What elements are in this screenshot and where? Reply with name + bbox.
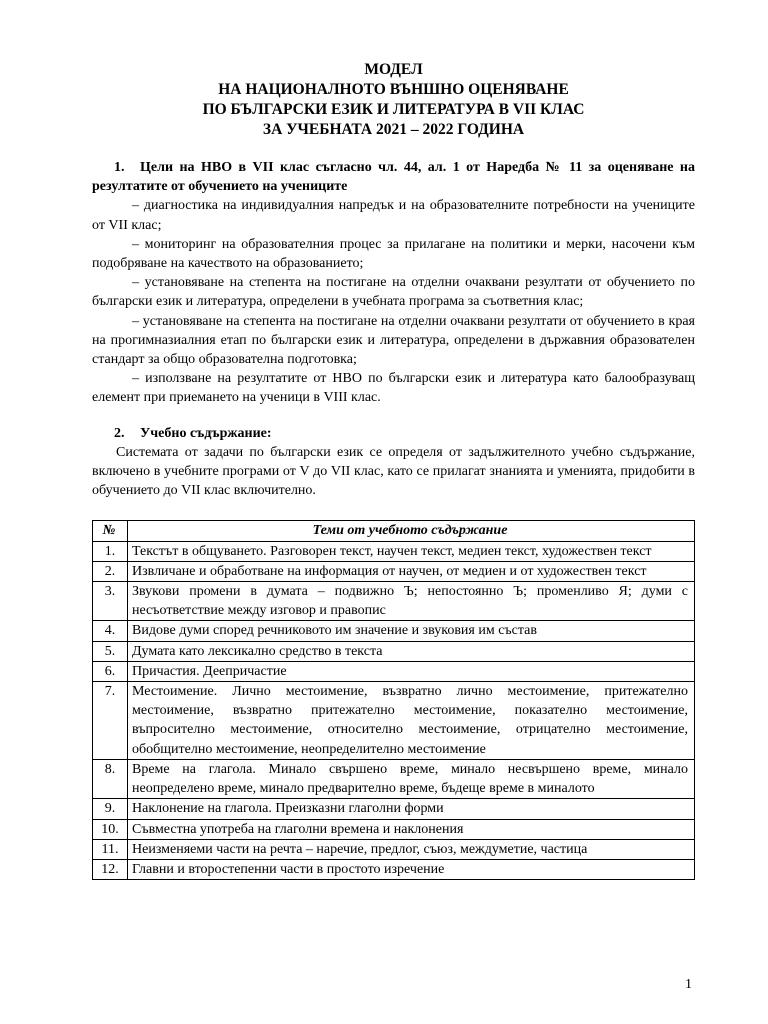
table-row	[93, 682, 695, 760]
goal-item: – установяване на степента на постигане на отделни очаквани резултати от обучението по български език и литература, определени в учебната програма за съответния клас;	[92, 275, 695, 310]
row-number: 12.	[93, 859, 128, 879]
row-number: 8.	[93, 759, 128, 798]
table-row	[93, 859, 695, 879]
table-header-row	[93, 521, 695, 541]
row-number: 1.	[93, 541, 128, 561]
table-row	[93, 541, 695, 561]
header-num: №	[93, 521, 128, 541]
document-title	[92, 60, 695, 140]
row-topic: Неизменяеми части на речта – наречие, предлог, съюз, междуметие, частица	[128, 839, 695, 859]
document-page	[92, 60, 695, 880]
table-body	[93, 541, 695, 879]
table-row	[93, 661, 695, 681]
section-goals-heading	[92, 158, 695, 196]
section-content	[92, 424, 695, 501]
title-line: НА НАЦИОНАЛНОТО ВЪНШНО ОЦЕНЯВАНЕ	[218, 81, 569, 98]
topics-table	[92, 520, 695, 880]
table-row	[93, 641, 695, 661]
page-number: 1	[685, 977, 692, 992]
title-line: МОДЕЛ	[364, 61, 423, 78]
goal-item: – използване на резултатите от НВО по български език и литература като балообразуващ елемент при приемането на ученици в VIII клас.	[92, 371, 695, 406]
table-row	[93, 759, 695, 798]
row-topic: Видове думи според речниковото им значение и звуковия им състав	[128, 621, 695, 641]
row-topic: Съвместна употреба на глаголни времена и наклонения	[128, 819, 695, 839]
row-topic: Местоимение. Лично местоимение, възвратно лично местоимение, притежателно местоимение, възвратно притежателно местоимение, показателно местоимение, въпросително местоимение, относително местоимение, отрицателно местоимение, обобщително местоимение, неопределително местоимение	[128, 682, 695, 760]
row-number: 6.	[93, 661, 128, 681]
row-topic: Текстът в общуването. Разговорен текст, научен текст, медиен текст, художествен текст	[128, 541, 695, 561]
section-heading-text: Цели на НВО в VII клас съгласно чл. 44, ал. 1 от Наредба № 11 за оценяване на резултатите от обучението на учениците	[92, 160, 695, 195]
section-content-paragraph: Системата от задачи по български език се определя от задължителното учебно съдържание, включено в учебните програми от V до VII клас, като се прилагат знанията и уменията, придобити в обучението до VII клас включително.	[92, 444, 695, 499]
goal-item: – мониторинг на образователния процес за прилагане на политики и мерки, насочени към подобряване на качеството на образованието;	[92, 236, 695, 272]
row-topic: Наклонение на глагола. Преизказни глаголни форми	[128, 799, 695, 819]
row-topic: Извличане и обработване на информация от научен, от медиен и от художествен текст	[128, 561, 695, 581]
table-row	[93, 799, 695, 819]
row-number: 3.	[93, 582, 128, 621]
goal-item: – установяване на степента на постигане на отделни очаквани резултати от обучението в края на прогимназиалния етап по български език и литература, определени в държавния образователен стандарт за общо образователна подготовка;	[92, 313, 695, 368]
table-row	[93, 819, 695, 839]
section-number: 1.	[114, 160, 125, 175]
goal-item: – диагностика на индивидуалния напредък и на образователните потребности на учениците от VII клас;	[92, 198, 695, 233]
row-topic: Звукови промени в думата – подвижно Ъ; непостоянно Ъ; променливо Я; думи с несъответствие между изговор и правопис	[128, 582, 695, 621]
row-number: 7.	[93, 682, 128, 760]
section-goals	[92, 158, 695, 408]
table-row	[93, 839, 695, 859]
table-row	[93, 621, 695, 641]
row-number: 11.	[93, 839, 128, 859]
row-number: 10.	[93, 819, 128, 839]
row-topic: Думата като лексикално средство в текста	[128, 641, 695, 661]
row-topic: Време на глагола. Минало свършено време, минало несвършено време, минало неопределено време, минало предварително време, бъдеще време в миналото	[128, 759, 695, 798]
title-line: ПО БЪЛГАРСКИ ЕЗИК И ЛИТЕРАТУРА В VII КЛАС	[202, 101, 585, 118]
table-row	[93, 582, 695, 621]
section-content-heading	[92, 424, 695, 443]
row-number: 5.	[93, 641, 128, 661]
row-topic: Главни и второстепенни части в простото изречение	[128, 859, 695, 879]
table-row	[93, 561, 695, 581]
row-topic: Причастия. Деепричастие	[128, 661, 695, 681]
header-topic: Теми от учебното съдържание	[128, 521, 695, 541]
row-number: 4.	[93, 621, 128, 641]
section-heading-text: Учебно съдържание:	[140, 425, 272, 441]
section-number: 2.	[114, 425, 125, 441]
row-number: 9.	[93, 799, 128, 819]
title-line: ЗА УЧЕБНАТА 2021 – 2022 ГОДИНА	[262, 121, 525, 138]
row-number: 2.	[93, 561, 128, 581]
